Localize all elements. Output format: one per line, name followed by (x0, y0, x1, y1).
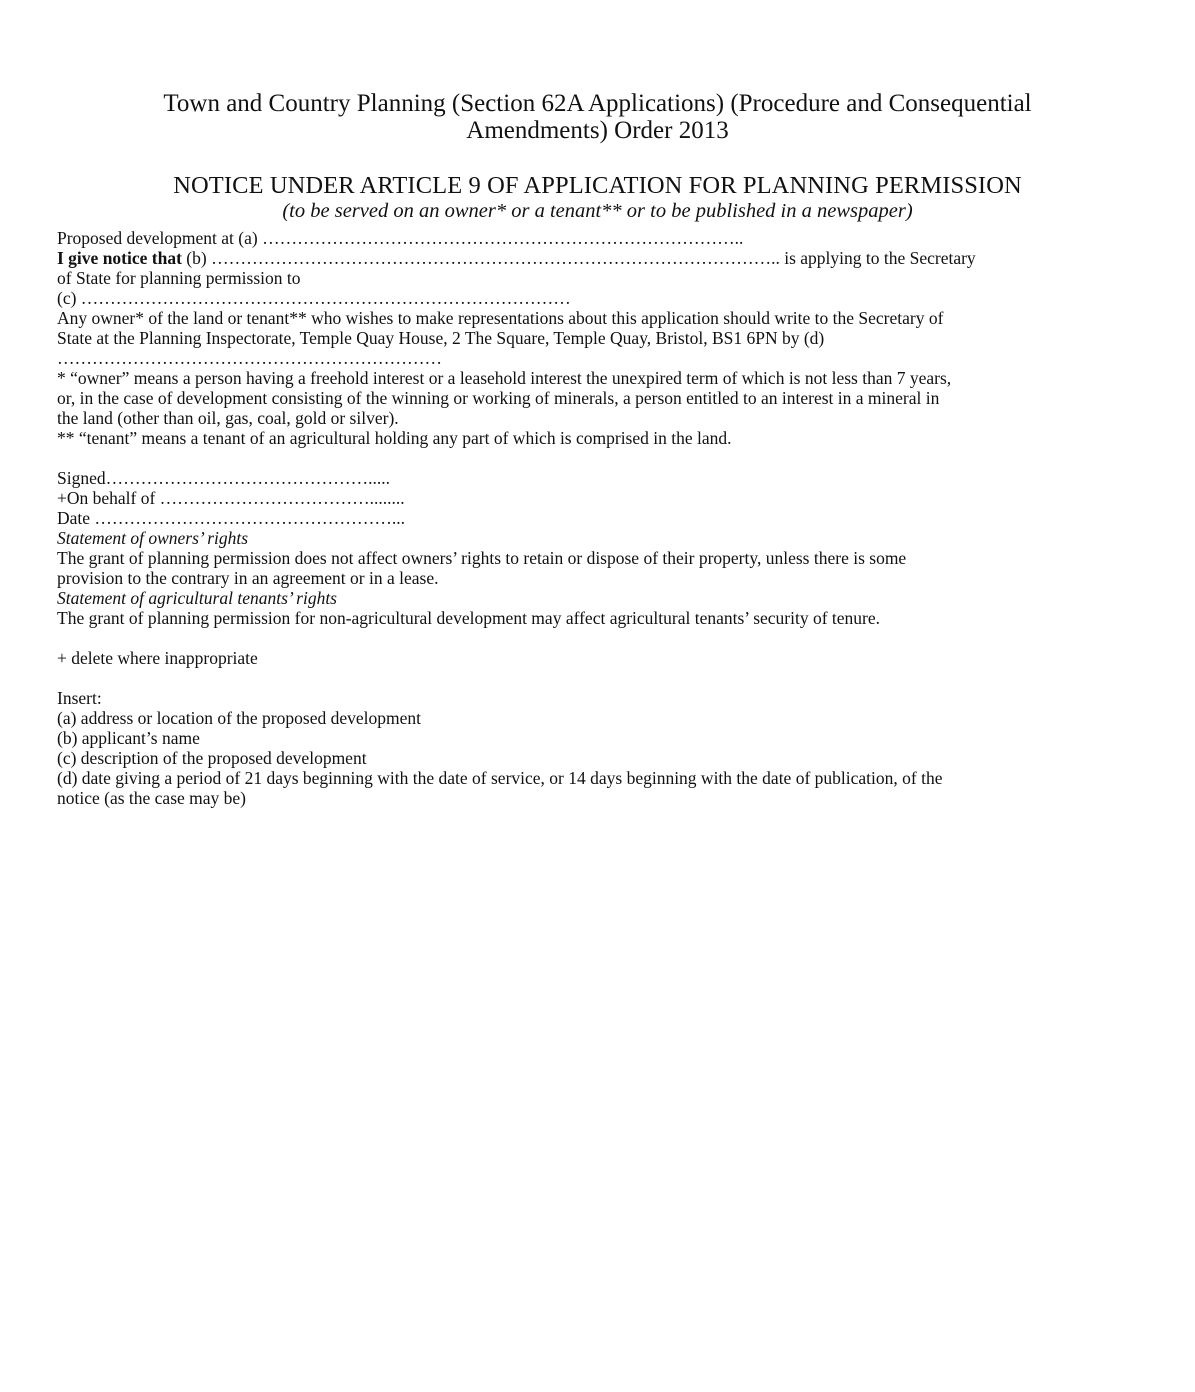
order-title-line-2: Amendments) Order 2013 (466, 117, 729, 144)
give-notice-label: I give notice that (57, 248, 182, 268)
owner-definition-line-3: the land (other than oil, gas, coal, gold or silver). (57, 408, 399, 428)
spacer (57, 668, 1138, 688)
owner-definition-line-1: * “owner” means a person having a freehold interest or a leasehold interest the unexpired term of which is not less than 7 years, (57, 368, 952, 388)
tenant-definition: ** “tenant” means a tenant of an agricultural holding any part of which is comprised in the land. (57, 428, 732, 448)
spacer (57, 448, 1138, 468)
give-notice-line-2: of State for planning permission to (57, 268, 301, 288)
insert-heading: Insert: (57, 688, 102, 708)
owners-rights-line-2: provision to the contrary in an agreement or in a lease. (57, 568, 439, 588)
owner-definition-line-2: or, in the case of development consisting of the winning or working of minerals, a person entitled to an interest in a mineral in (57, 388, 940, 408)
insert-item-b: (b) applicant’s name (57, 728, 200, 748)
representations-line-2: State at the Planning Inspectorate, Temple Quay House, 2 The Square, Temple Quay, Bristol, BS1 6PN by (d) (57, 328, 825, 348)
date-field: Date ……………………………………………... (57, 508, 406, 528)
notice-subheading: (to be served on an owner* or a tenant** or to be published in a newspaper) (282, 200, 913, 222)
insert-item-d-line-1: (d) date giving a period of 21 days beginning with the date of service, or 14 days beginning with the date of publication, of the (57, 768, 943, 788)
signed-field: Signed………………………………………..... (57, 468, 390, 488)
insert-item-c: (c) description of the proposed development (57, 748, 367, 768)
insert-item-d-line-2: notice (as the case may be) (57, 788, 247, 808)
representations-date-field: ………………………………………………………… (57, 348, 442, 368)
notice-body (57, 228, 1138, 808)
delete-note: + delete where inappropriate (57, 648, 258, 668)
tenants-rights-heading: Statement of agricultural tenants’ rights (57, 588, 337, 608)
applicant-field: (b) …………………………………………………………………………………….. is applying to the Secretary (181, 248, 976, 268)
owners-rights-line-1: The grant of planning permission does not affect owners’ rights to retain or dispose of their property, unless there is some (57, 548, 907, 568)
representations-line-1: Any owner* of the land or tenant** who wishes to make representations about this application should write to the Secretary of (57, 308, 944, 328)
order-title-line-1: Town and Country Planning (Section 62A Applications) (Procedure and Consequential (163, 90, 1032, 117)
spacer (57, 628, 1138, 648)
insert-item-a: (a) address or location of the proposed development (57, 708, 421, 728)
order-title (57, 90, 1138, 144)
give-notice-line (57, 248, 1138, 268)
on-behalf-field: +On behalf of ………………………………........ (57, 488, 405, 508)
notice-heading: NOTICE UNDER ARTICLE 9 OF APPLICATION FOR PLANNING PERMISSION (173, 172, 1022, 199)
description-field: (c) ………………………………………………………………………… (57, 288, 571, 308)
tenants-rights-text: The grant of planning permission for non-agricultural development may affect agricultural tenants’ security of tenure. (57, 608, 881, 628)
owners-rights-heading: Statement of owners’ rights (57, 528, 249, 548)
proposed-development-field: Proposed development at (a) ……………………………………………………………………….. (57, 228, 744, 248)
